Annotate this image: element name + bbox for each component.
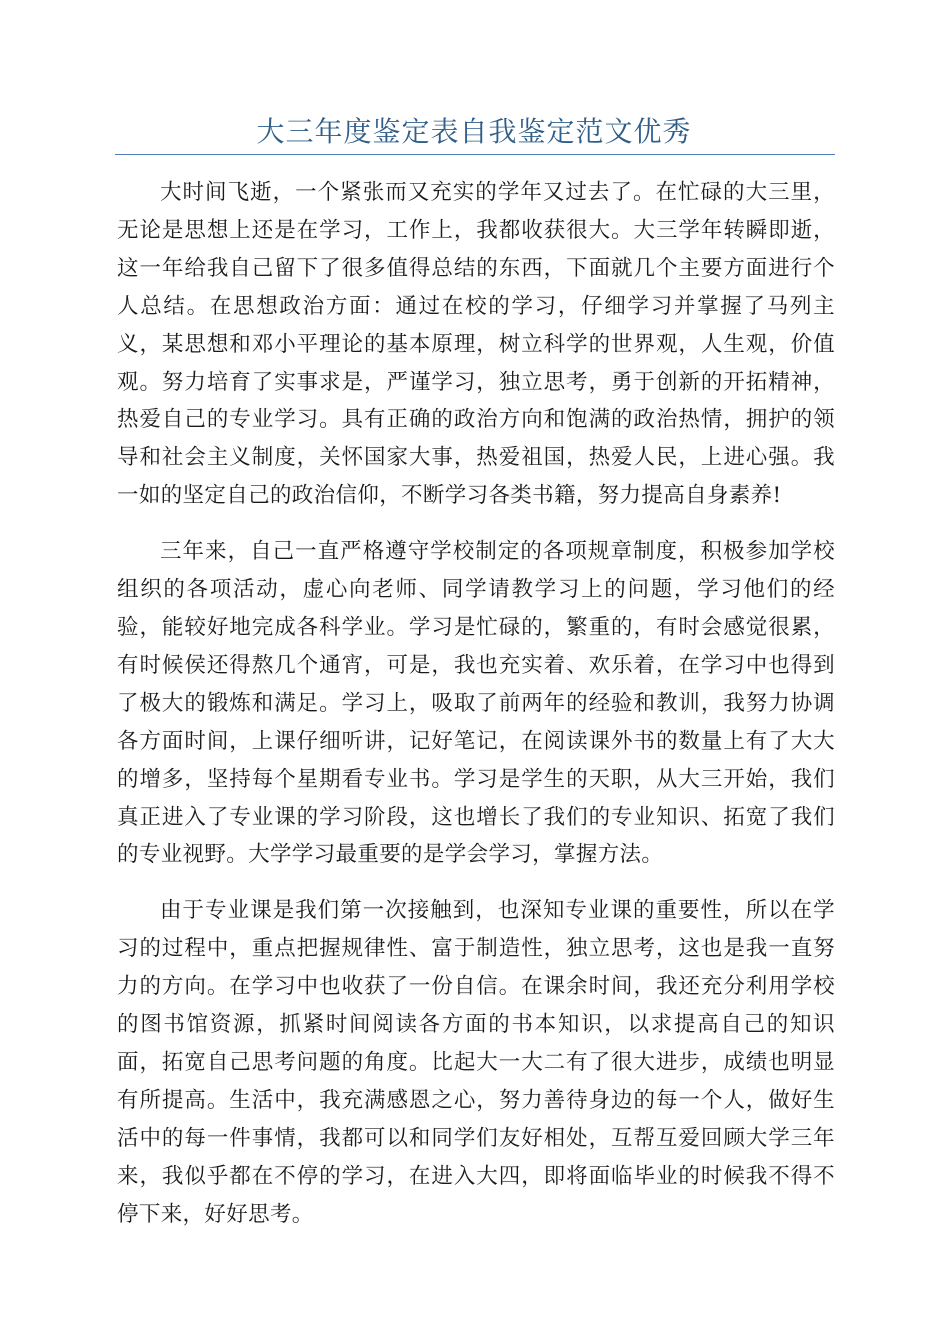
title-underline [115, 154, 835, 155]
paragraph-1: 大时间飞逝，一个紧张而又充实的学年又过去了。在忙碌的大三里，无论是思想上还是在学习，工作上，我都收获很大。大三学年转瞬即逝，这一年给我自己留下了很多值得总结的东西，下面就几个主要方面进行个人总结。在思想政治方面：通过在校的学习，仔细学习并掌握了马列主义，某思想和邓小平理论的基本原理，树立科学的世界观，人生观，价值观。努力培育了实事求是，严谨学习，独立思考，勇于创新的开拓精神，热爱自己的专业学习。具有正确的政治方向和饱满的政治热情，拥护的领导和社会主义制度，关怀国家大事，热爱祖国，热爱人民，上进心强。我一如的坚定自己的政治信仰，不断学习各类书籍，努力提高自身素养! [117, 180, 835, 509]
document-body [117, 174, 835, 1251]
document-title: 大三年度鉴定表自我鉴定范文优秀 [256, 115, 692, 148]
paragraph-2: 三年来，自己一直严格遵守学校制定的各项规章制度，积极参加学校组织的各项活动，虚心向老师、同学请教学习上的问题，学习他们的经验，能较好地完成各科学业。学习是忙碌的，繁重的，有时会感觉很累，有时候侯还得熬几个通宵，可是，我也充实着、欢乐着，在学习中也得到了极大的锻炼和满足。学习上，吸取了前两年的经验和教训，我努力协调各方面时间，上课仔细听讲，记好笔记，在阅读课外书的数量上有了大大的增多，坚持每个星期看专业书。学习是学生的天职，从大三开始，我们真正进入了专业课的学习阶段，这也增长了我们的专业知识、拓宽了我们的专业视野。大学学习最重要的是学会学习，掌握方法。 [117, 539, 835, 868]
paragraph-3: 由于专业课是我们第一次接触到，也深知专业课的重要性，所以在学习的过程中，重点把握规律性、富于制造性，独立思考，这也是我一直努力的方向。在学习中也收获了一份自信。在课余时间，我还充分利用学校的图书馆资源，抓紧时间阅读各方面的书本知识，以求提高自己的知识面，拓宽自己思考问题的角度。比起大一大二有了很大进步，成绩也明显有所提高。生活中，我充满感恩之心，努力善待身边的每一个人，做好生活中的每一件事情，我都可以和同学们友好相处，互帮互爱回顾大学三年来，我似乎都在不停的学习，在进入大四，即将面临毕业的时候我不得不停下来，好好思考。 [117, 898, 835, 1227]
